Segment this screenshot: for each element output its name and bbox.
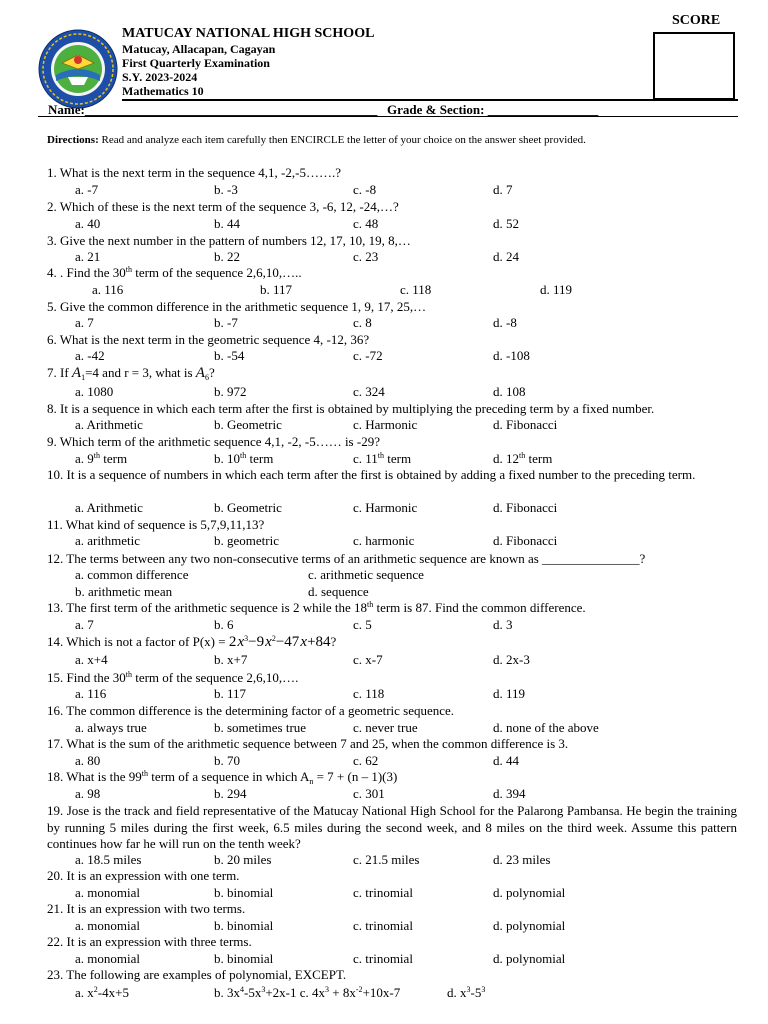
question-23: 23. The following are examples of polynomial, EXCEPT. — [47, 967, 347, 982]
question-5: 5. Give the common difference in the arithmetic sequence 1, 9, 17, 25,… — [47, 299, 427, 314]
q12-choice-d[interactable]: d. sequence — [308, 584, 369, 599]
question-19: 19. Jose is the track and field representative of the Matucay National High School for the Palarong Pambansa. He begin the training by running 5 miles during the first week, 6.5 miles during the second week, and 8 miles on the third week. Assume this pattern continues how far he will run on the tenth week? — [47, 803, 737, 851]
q12-choice-c[interactable]: c. arithmetic sequence — [308, 567, 424, 582]
q18-choice-a[interactable]: a. 98 — [75, 786, 101, 801]
q16-choice-b[interactable]: b. sometimes true — [214, 720, 307, 735]
directions-label: Directions: — [47, 134, 99, 146]
q3-choice-d[interactable]: d. 24 — [493, 249, 519, 264]
q11-choice-c[interactable]: c. harmonic — [353, 533, 415, 548]
q6-choice-c[interactable]: c. -72 — [353, 348, 383, 363]
question-21: 21. It is an expression with two terms. — [47, 901, 246, 916]
q7-choice-c[interactable]: c. 324 — [353, 384, 385, 399]
exam-title: First Quarterly Examination — [122, 56, 270, 70]
directions — [47, 134, 586, 146]
q14-choice-c[interactable]: c. x-7 — [353, 652, 383, 667]
question-2: 2. Which of these is the next term of the sequence 3, -6, 12, -24,…? — [47, 199, 399, 214]
q4-choice-c[interactable]: c. 118 — [400, 282, 432, 297]
q22-choice-d[interactable]: d. polynomial — [493, 951, 566, 966]
q2-choice-a[interactable]: a. 40 — [75, 216, 101, 231]
name-label: Name: — [48, 102, 85, 117]
q19-choice-b[interactable]: b. 20 miles — [214, 852, 272, 867]
q23-choice-d[interactable]: d. $x^3-5^3$ — [447, 985, 486, 1000]
q9-choice-a[interactable]: a. 9th term — [75, 451, 128, 466]
q3-choice-b[interactable]: b. 22 — [214, 249, 240, 264]
q21-choice-b[interactable]: b. binomial — [214, 918, 274, 933]
q1-choice-a[interactable]: a. -7 — [75, 182, 99, 197]
q5-choice-d[interactable]: d. -8 — [493, 315, 517, 330]
q17-choice-b[interactable]: b. 70 — [214, 753, 240, 768]
q11-choice-b[interactable]: b. geometric — [214, 533, 279, 548]
question-10: 10. It is a sequence of numbers in which each term after the first is obtained by adding a fixed number to the preceding term. — [47, 467, 696, 482]
q9-choice-b[interactable]: b. 10th term — [214, 451, 274, 466]
q23-choice-a[interactable]: a. $x^2-4x+5$ — [75, 985, 129, 1000]
q21-choice-c[interactable]: c. trinomial — [353, 918, 413, 933]
q7-choice-b[interactable]: b. 972 — [214, 384, 247, 399]
school-address: Matucay, Allacapan, Cagayan — [122, 42, 276, 56]
q1-choice-b[interactable]: b. -3 — [214, 182, 238, 197]
question-1: 1. What is the next term in the sequence 4,1, -2,-5…….? — [47, 165, 341, 180]
question-6: 6. What is the next term in the geometric sequence 4, -12, 36? — [47, 332, 370, 347]
q1-choice-d[interactable]: d. 7 — [493, 182, 513, 197]
q15-choice-d[interactable]: d. 119 — [493, 686, 526, 701]
q22-choice-b[interactable]: b. binomial — [214, 951, 274, 966]
q4-choice-b[interactable]: b. 117 — [260, 282, 293, 297]
q19-choice-d[interactable]: d. 23 miles — [493, 852, 551, 867]
q2-choice-b[interactable]: b. 44 — [214, 216, 240, 231]
q4-choice-a[interactable]: a. 116 — [92, 282, 124, 297]
q6-choice-b[interactable]: b. -54 — [214, 348, 245, 363]
q5-choice-a[interactable]: a. 7 — [75, 315, 94, 330]
q10-choice-c[interactable]: c. Harmonic — [353, 500, 418, 515]
q2-choice-c[interactable]: c. 48 — [353, 216, 379, 231]
q20-choice-c[interactable]: c. trinomial — [353, 885, 413, 900]
grade-label: Grade & Section: — [387, 102, 485, 117]
question-18: 18. What is the 99th term of a sequence in which $A_n = 7 + (n - 1)(3)$ — [47, 769, 398, 786]
question-20: 20. It is an expression with one term. — [47, 868, 240, 883]
name-rule — [38, 116, 738, 117]
question-15: 15. Find the 30th term of the sequence 2,6,10,…. — [47, 670, 299, 685]
q4-choice-d[interactable]: d. 119 — [540, 282, 573, 297]
q20-choice-b[interactable]: b. binomial — [214, 885, 274, 900]
q12-choice-a[interactable]: a. common difference — [75, 567, 189, 582]
question-22: 22. It is an expression with three terms. — [47, 934, 252, 949]
question-9: 9. Which term of the arithmetic sequence 4,1, -2, -5…… is -29? — [47, 434, 380, 449]
q22-choice-a[interactable]: a. monomial — [75, 951, 140, 966]
score-label: SCORE — [672, 13, 721, 28]
q9-choice-c[interactable]: c. 11th term — [353, 451, 412, 466]
q16-choice-c[interactable]: c. never true — [353, 720, 418, 735]
school-year: S.Y. 2023-2024 — [122, 70, 198, 84]
q14-choice-b[interactable]: b. x+7 — [214, 652, 248, 667]
q19-choice-c[interactable]: c. 21.5 miles — [353, 852, 420, 867]
q23-choice-b-c[interactable]: b. $3x^4-5x^3+2x-1$ c. $4x^3 + 8x^{-2}+10x-7$ — [214, 985, 401, 1000]
question-7: 7. If $A_1=4$ and r = 3, what is $A_6$? — [47, 365, 215, 382]
school-seal-logo — [38, 29, 118, 109]
q5-choice-c[interactable]: c. 8 — [353, 315, 372, 330]
q18-choice-c[interactable]: c. 301 — [353, 786, 385, 801]
q15-choice-c[interactable]: c. 118 — [353, 686, 385, 701]
q2-choice-d[interactable]: d. 52 — [493, 216, 519, 231]
q13-choice-a[interactable]: a. 7 — [75, 617, 94, 632]
q15-choice-b[interactable]: b. 117 — [214, 686, 247, 701]
q20-choice-a[interactable]: a. monomial — [75, 885, 140, 900]
question-14: 14. Which is not a factor of P(x) = 2 $x^3-9$ $x^2-47$ x+84? — [47, 634, 337, 650]
q21-choice-a[interactable]: a. monomial — [75, 918, 140, 933]
q11-choice-d[interactable]: d. Fibonacci — [493, 533, 558, 548]
q13-choice-d[interactable]: d. 3 — [493, 617, 513, 632]
q18-choice-b[interactable]: b. 294 — [214, 786, 247, 801]
q17-choice-d[interactable]: d. 44 — [493, 753, 519, 768]
score-box[interactable] — [653, 32, 735, 100]
q5-choice-b[interactable]: b. -7 — [214, 315, 238, 330]
q9-choice-d[interactable]: d. 12th term — [493, 451, 553, 466]
q6-choice-a[interactable]: a. -42 — [75, 348, 105, 363]
question-8: 8. It is a sequence in which each term after the first is obtained by multiplying the preceding term by a fixed number. — [47, 401, 655, 416]
q10-choice-b[interactable]: b. Geometric — [214, 500, 282, 515]
q8-choice-c[interactable]: c. Harmonic — [353, 417, 418, 432]
name-blank: _____________________________________________ — [84, 102, 378, 117]
question-16: 16. The common difference is the determining factor of a geometric sequence. — [47, 703, 455, 718]
school-name: MATUCAY NATIONAL HIGH SCHOOL — [122, 26, 375, 41]
q22-choice-c[interactable]: c. trinomial — [353, 951, 413, 966]
q13-choice-c[interactable]: c. 5 — [353, 617, 372, 632]
q8-choice-b[interactable]: b. Geometric — [214, 417, 282, 432]
q7-choice-d[interactable]: d. 108 — [493, 384, 526, 399]
q14-choice-a[interactable]: a. x+4 — [75, 652, 108, 667]
q16-choice-d[interactable]: d. none of the above — [493, 720, 599, 735]
q6-choice-d[interactable]: d. -108 — [493, 348, 530, 363]
question-4: 4. . Find the 30th term of the sequence 2,6,10,….. — [47, 265, 302, 280]
q20-choice-d[interactable]: d. polynomial — [493, 885, 566, 900]
q15-choice-a[interactable]: a. 116 — [75, 686, 107, 701]
q11-choice-a[interactable]: a. arithmetic — [75, 533, 140, 548]
question-3: 3. Give the next number in the pattern of numbers 12, 17, 10, 19, 8,… — [47, 233, 411, 248]
question-11: 11. What kind of sequence is 5,7,9,11,13? — [47, 517, 265, 532]
q8-choice-d[interactable]: d. Fibonacci — [493, 417, 558, 432]
q3-choice-a[interactable]: a. 21 — [75, 249, 101, 264]
q13-choice-b[interactable]: b. 6 — [214, 617, 234, 632]
subject: Mathematics 10 — [122, 84, 204, 98]
q17-choice-c[interactable]: c. 62 — [353, 753, 379, 768]
q10-choice-a[interactable]: a. Arithmetic — [75, 500, 143, 515]
q12-choice-b[interactable]: b. arithmetic mean — [75, 584, 173, 599]
q3-choice-c[interactable]: c. 23 — [353, 249, 379, 264]
question-13: 13. The first term of the arithmetic sequence is 2 while the 18th term is 87. Find the common difference. — [47, 600, 586, 615]
grade-blank: _________________ — [484, 102, 599, 117]
q18-choice-d[interactable]: d. 394 — [493, 786, 526, 801]
q19-choice-a[interactable]: a. 18.5 miles — [75, 852, 142, 867]
q1-choice-c[interactable]: c. -8 — [353, 182, 377, 197]
q8-choice-a[interactable]: a. Arithmetic — [75, 417, 143, 432]
question-12: 12. The terms between any two non-consecutive terms of an arithmetic sequence are known as _______________? — [47, 551, 646, 566]
q21-choice-d[interactable]: d. polynomial — [493, 918, 566, 933]
q17-choice-a[interactable]: a. 80 — [75, 753, 101, 768]
q7-choice-a[interactable]: a. 1080 — [75, 384, 114, 399]
header-rule — [122, 99, 738, 101]
q14-choice-d[interactable]: d. 2x-3 — [493, 652, 530, 667]
question-17: 17. What is the sum of the arithmetic sequence between 7 and 25, when the common difference is 3. — [47, 736, 569, 751]
q16-choice-a[interactable]: a. always true — [75, 720, 147, 735]
directions-text: Read and analyze each item carefully then ENCIRCLE the letter of your choice on the answer sheet provided. — [98, 134, 586, 146]
q10-choice-d[interactable]: d. Fibonacci — [493, 500, 558, 515]
